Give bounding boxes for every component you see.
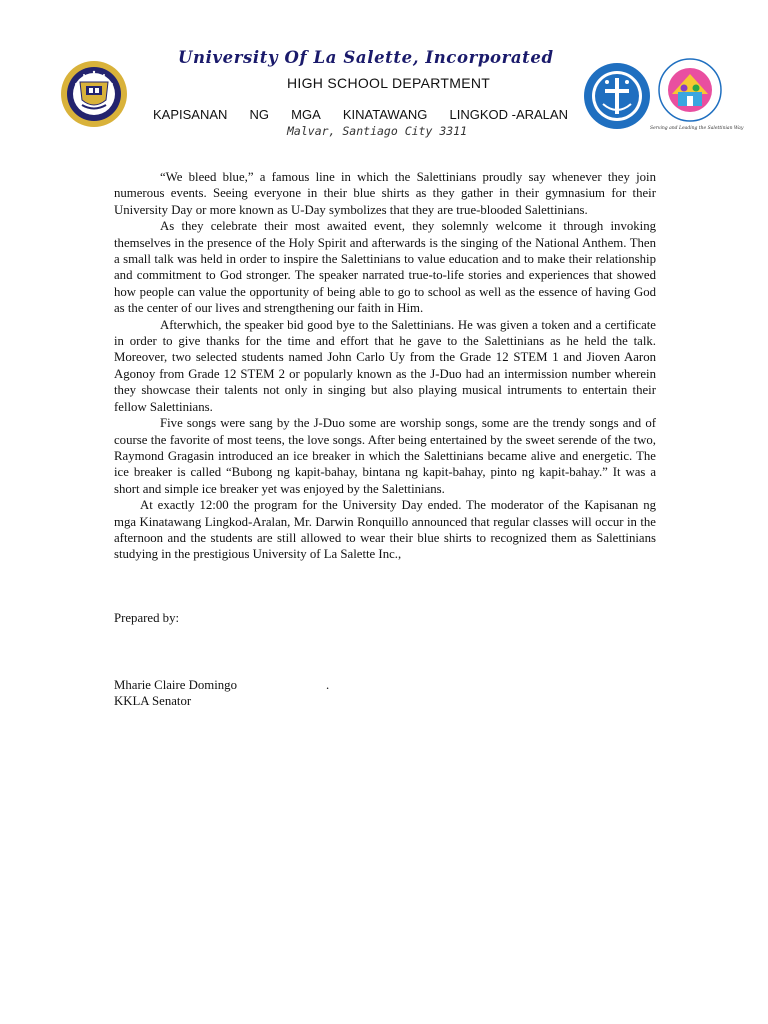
article-body: [114, 169, 656, 563]
organization-word: MGA: [291, 107, 321, 122]
organization-word: NG: [249, 107, 270, 122]
organization-word: KAPISANAN: [153, 107, 228, 122]
student-affairs-seal-logo: [658, 58, 722, 122]
paragraph: Afterwhich, the speaker bid good bye to the Salettinians. He was given a token and a certificate in order to give thanks for the time and effort that he gave to the Salettinians as he held the talk. Moreover, two selected students named John Carlo Uy from the Grade 12 STEM 1 and Jioven Aaron Agonoy from Grade 12 STEM 2 or popularly known as the J-Duo had an intermission number wherein they showcase their talents not only in singing but also playing musical intruments to entertain their fellow Salettinians.: [114, 317, 656, 414]
paragraph: At exactly 12:00 the program for the University Day ended. The moderator of the Kapisanan ng mga Kinatawang Lingkod-Aralan, Mr. Darwin Ronquillo announced that regular classes will occur in the afternoon and the students are still allowed to wear their blue shirts to recognized them as Salettinians studying in the prestigious University of La Salette Inc.,: [114, 498, 656, 562]
department-name: HIGH SCHOOL DEPARTMENT: [287, 75, 491, 91]
organization-word: KINATAWANG: [342, 107, 428, 122]
signer-position: KKLA Senator: [114, 694, 192, 708]
paragraph: “We bleed blue,” a famous line in which the Salettinians proudly say whenever they join numerous events. Seeing everyone in their blue shirts as they gather in their gymnasium for their University Day or more known as U-Day symbolizes that they are true-blooded Salettinians.: [114, 170, 656, 217]
paragraph: As they celebrate their most awaited event, they solemnly welcome it through invoking themselves in the presence of the Holy Spirit and afterwards is the singing of the National Anthem. Then a small talk was held in order to inspire the Salettinians to value education and to make their relationship and commitment to God stronger. The speaker narrated true-to-life stories and experiences that showed how people can value the opportunity of being able to go to school as well as the essence of having God as the center of our lives and strengthening our faith in Him.: [114, 219, 656, 316]
prepared-by-label: Prepared by:: [114, 611, 180, 625]
university-seal-logo: [60, 60, 128, 128]
organization-name: [153, 107, 568, 122]
signature-block: [114, 677, 330, 709]
organization-word: LINGKOD -ARALAN: [449, 107, 568, 122]
school-address: Malvar, Santiago City 3311: [287, 124, 468, 138]
university-name: University Of La Salette, Incorporated: [178, 48, 554, 67]
logo-tagline: Serving and Leading the Salettinian Way: [650, 126, 744, 131]
trailing-dot: .: [326, 678, 330, 692]
paragraph: Five songs were sang by the J-Duo some are worship songs, some are the trendy songs and of course the favorite of most teens, the love songs. After being entertained by the sweet serende of the two, Raymond Gragasin introduced an ice breaker in which the Salettinians became alive and energetic. The ice breaker is called “Bubong ng kapit-bahay, bintana ng kapit-bahay, pinto ng kapit-bahay.” It was a short and simple ice breaker yet was enjoyed by the Salettinians.: [114, 416, 656, 496]
high-school-seal-logo: [583, 62, 651, 130]
signer-name: Mharie Claire Domingo .: [114, 678, 330, 692]
